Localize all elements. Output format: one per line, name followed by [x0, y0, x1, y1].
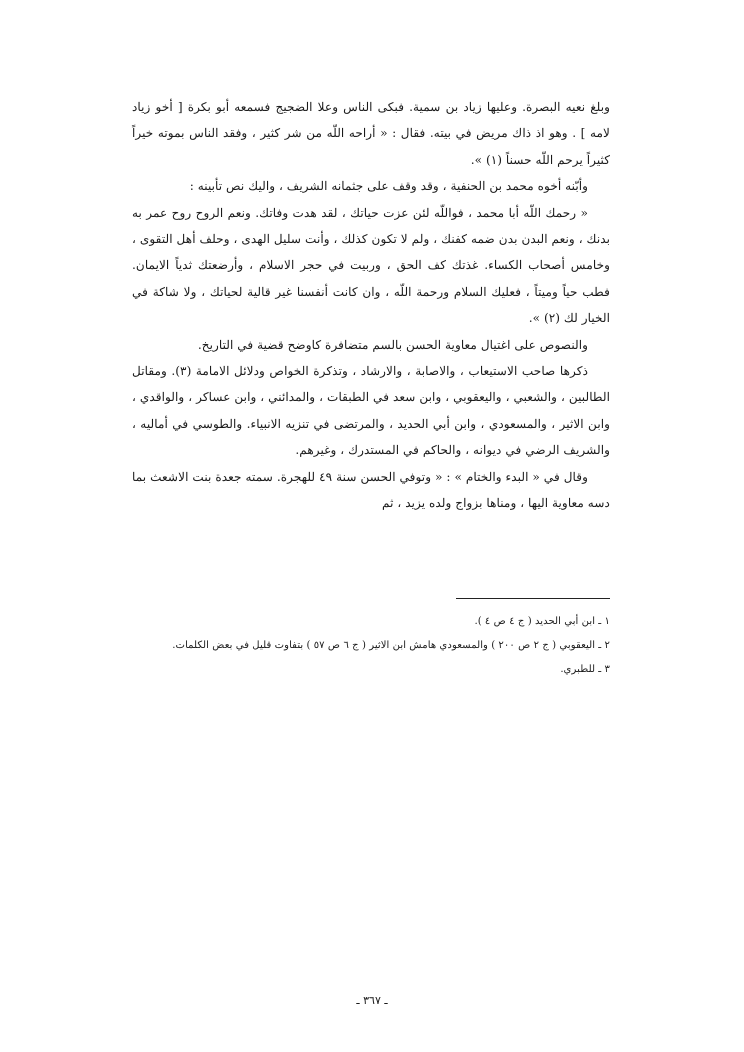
paragraph-eulogy-intro: وأبّنه أخوه محمد بن الحنفية ، وقد وقف على جثمانه الشريف ، واليك نص تأبينه :	[189, 179, 588, 194]
paragraph-sources: ذكرها صاحب الاستيعاب ، والاصابة ، والارشاد ، وتذكرة الخواص ودلائل الامامة (٣). ومقاتل الطالبين ، والشعبي ، واليعقوبي ، وابن سعد في الطبقات ، والمدائني ، وابن عساكر ، والواقدي ، وابن الاثير ، والمسعودي ، وابن أبي الحديد ، والمرتضى في تنزيه الانبياء. والطوسي في أماليه ، والشريف الرضي في ديوانه ، والحاكم في المستدرك ، وغيرهم.	[132, 364, 610, 458]
paragraph-poisoning: والنصوص على اغتيال معاوية الحسن بالسم متضافرة كاوضح قضية في التاريخ.	[197, 337, 588, 352]
paragraph-bad-wal-khitam: وقال في « البدء والختام » : « وتوفي الحسن سنة ٤٩ للهجرة. سمته جعدة بنت الاشعث بما دسه معاوية اليها ، ومناها بزواج ولده يزيد ، ثم	[132, 469, 610, 511]
paragraph-eulogy-text: « رحمك اللّه أبا محمد ، فواللّه لئن عزت حياتك ، لقد هدت وفاتك. ونعم الروح روح عمر به بدنك ، ونعم البدن بدن ضمه كفنك ، ولم لا تكون كذلك ، وأنت سليل الهدى ، وحلف أهل التقوى ، وخامس أصحاب الكساء. غذتك كف الحق ، وربيت في حجر الاسلام ، وأرضعتك ثدياً الايمان. فطب حياً وميتاً ، فعليك السلام ورحمة اللّه ، وان كانت أنفسنا غير قالية لحياتك ، ولا شاكة في الخيار لك (٢) ».	[132, 205, 610, 326]
footnote-3: ٣ ـ للطبري.	[560, 664, 610, 675]
footnote-2: ٢ ـ اليعقوبي ( ج ٢ ص ٢٠٠ ) والمسعودي هامش ابن الاثير ( ج ٦ ص ٥٧ ) بتفاوت قليل في بعض الكلمات.	[172, 640, 610, 651]
footnotes	[132, 610, 610, 682]
main-text	[132, 94, 610, 517]
page-number: ـ ٣٦٧ ـ	[356, 994, 388, 1007]
footnote-separator	[456, 598, 610, 599]
footnote-1: ١ ـ ابن أبي الحديد ( ج ٤ ص ٤ ).	[474, 616, 610, 627]
paragraph-news-basra: وبلغ نعيه البصرة. وعليها زياد بن سمية. فبكى الناس وعلا الضجيج فسمعه أبو بكرة [ أخو زياد لامه ] . وهو اذ ذاك مريض في بيته. فقال : « أراحه اللّه من شر كثير ، وفقد الناس بموته خيراً كثيراً يرحم اللّه حسناً (١) ».	[132, 100, 610, 167]
